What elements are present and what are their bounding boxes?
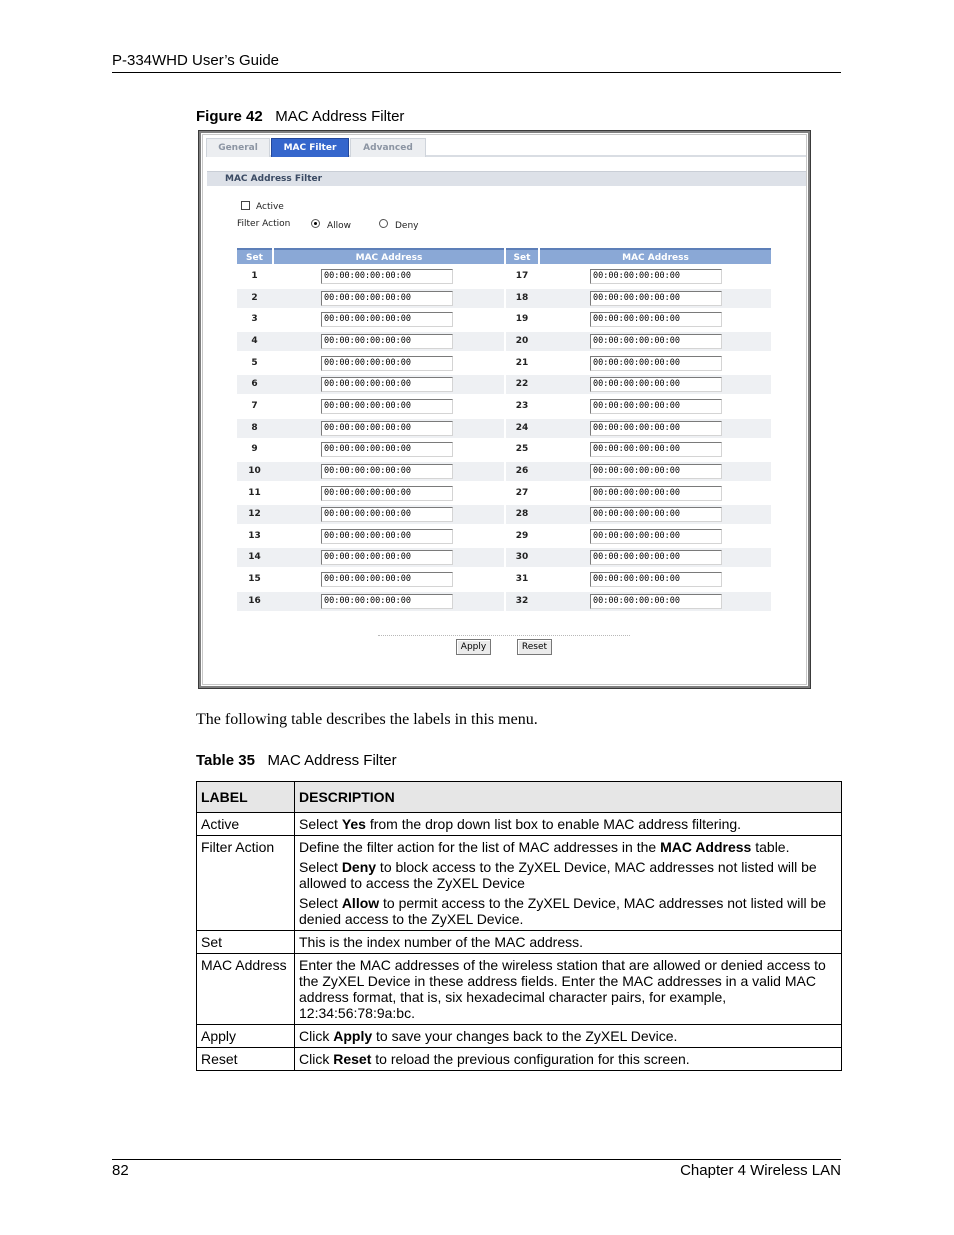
desc-text: Define the filter action for the list of MAC addresses in the xyxy=(299,839,661,855)
set-number: 21 xyxy=(515,358,529,368)
table-row xyxy=(197,813,842,836)
desc-text: to permit access to the ZyXEL Device, MAC addresses not listed will be denied access to the ZyXEL Device. xyxy=(299,895,827,927)
page-header-title: P-334WHD User’s Guide xyxy=(112,52,279,69)
table-row xyxy=(506,375,771,394)
table-row xyxy=(506,527,771,546)
set-number: 22 xyxy=(515,379,529,389)
mac-address-input[interactable]: 00:00:00:00:00:00 xyxy=(321,356,453,371)
set-number: 13 xyxy=(248,531,261,541)
set-number: 3 xyxy=(251,314,258,324)
row-description: Enter the MAC addresses of the wireless station that are allowed or denied access to the ZyXEL Device in these address fields. Enter the MAC addresses in a valid MAC address format, that is, six hexadecimal character pairs, for example, 12:34:56:78:9a:bc. xyxy=(295,954,842,1025)
apply-button[interactable]: Apply xyxy=(456,639,491,655)
mac-address-input[interactable]: 00:00:00:00:00:00 xyxy=(321,312,453,327)
header-rule xyxy=(112,72,841,73)
col-mac-left: MAC Address xyxy=(274,248,504,264)
allow-label: Allow xyxy=(327,221,352,231)
tab-strip xyxy=(206,138,806,157)
set-number: 11 xyxy=(248,488,261,498)
set-number: 14 xyxy=(248,552,261,562)
set-number: 2 xyxy=(251,293,258,303)
section-title: MAC Address Filter xyxy=(207,171,806,186)
table-row xyxy=(237,375,504,394)
table-row xyxy=(506,592,771,611)
table-row xyxy=(506,397,771,416)
mac-address-input[interactable]: 00:00:00:00:00:00 xyxy=(590,529,722,544)
mac-address-input[interactable]: 00:00:00:00:00:00 xyxy=(590,421,722,436)
mac-address-input[interactable]: 00:00:00:00:00:00 xyxy=(321,291,453,306)
desc-bold: Allow xyxy=(341,895,380,911)
desc-paragraph xyxy=(299,895,837,927)
header-description: DESCRIPTION xyxy=(295,782,842,813)
desc-bold: Deny xyxy=(341,859,377,875)
tab-general[interactable]: General xyxy=(206,138,270,157)
desc-text: to reload the previous configuration for this screen. xyxy=(371,1051,690,1067)
description-table xyxy=(196,781,842,1071)
set-number: 7 xyxy=(251,401,258,411)
mac-address-input[interactable]: 00:00:00:00:00:00 xyxy=(321,550,453,565)
mac-address-input[interactable]: 00:00:00:00:00:00 xyxy=(590,572,722,587)
row-label: Filter Action xyxy=(197,836,295,931)
desc-text: Click xyxy=(299,1028,334,1044)
desc-text: from the drop down list box to enable MAC address filtering. xyxy=(365,816,742,832)
mac-address-input[interactable]: 00:00:00:00:00:00 xyxy=(590,507,722,522)
filter-action-label: Filter Action xyxy=(237,219,291,229)
table-row xyxy=(197,954,842,1025)
set-number: 26 xyxy=(515,466,529,476)
mac-address-input[interactable]: 00:00:00:00:00:00 xyxy=(590,486,722,501)
table-row xyxy=(237,397,504,416)
set-number: 20 xyxy=(515,336,529,346)
table-row xyxy=(237,462,504,481)
table-row xyxy=(506,354,771,373)
desc-paragraph xyxy=(299,839,837,855)
table-caption xyxy=(196,752,397,769)
mac-address-input[interactable]: 00:00:00:00:00:00 xyxy=(321,442,453,457)
figure-title: MAC Address Filter xyxy=(275,108,405,125)
mac-address-input[interactable]: 00:00:00:00:00:00 xyxy=(590,464,722,479)
table-row xyxy=(197,931,842,954)
table-row xyxy=(237,267,504,286)
reset-button[interactable]: Reset xyxy=(517,639,552,655)
table-row xyxy=(237,505,504,524)
table-row xyxy=(506,289,771,308)
set-number: 16 xyxy=(248,596,261,606)
mac-address-input[interactable]: 00:00:00:00:00:00 xyxy=(321,377,453,392)
table-row xyxy=(237,570,504,589)
table-row xyxy=(237,592,504,611)
mac-address-input[interactable]: 00:00:00:00:00:00 xyxy=(590,269,722,284)
desc-bold: MAC Address xyxy=(660,839,752,855)
active-label: Active xyxy=(256,202,284,212)
table-row xyxy=(237,527,504,546)
row-label: Set xyxy=(197,931,295,954)
table-row xyxy=(197,1025,842,1048)
desc-paragraph xyxy=(299,859,837,891)
desc-bold: Yes xyxy=(341,816,366,832)
table-row xyxy=(237,484,504,503)
col-mac-right: MAC Address xyxy=(540,248,771,264)
table-row xyxy=(506,440,771,459)
mac-address-input[interactable]: 00:00:00:00:00:00 xyxy=(321,464,453,479)
set-number: 27 xyxy=(515,488,529,498)
set-number: 18 xyxy=(515,293,529,303)
set-number: 25 xyxy=(515,444,529,454)
mac-address-input[interactable]: 00:00:00:00:00:00 xyxy=(590,312,722,327)
deny-label: Deny xyxy=(395,221,419,231)
table-row xyxy=(506,548,771,567)
desc-text: Select xyxy=(299,895,342,911)
mac-address-input[interactable]: 00:00:00:00:00:00 xyxy=(590,442,722,457)
table-row xyxy=(197,836,842,931)
table-row xyxy=(237,310,504,329)
active-checkbox[interactable] xyxy=(241,201,250,210)
set-number: 17 xyxy=(515,271,529,281)
table-row xyxy=(237,440,504,459)
table-row xyxy=(506,462,771,481)
col-set-left: Set xyxy=(237,248,272,264)
desc-text: to block access to the ZyXEL Device, MAC addresses not listed will be allowed to access the ZyXEL Device xyxy=(299,859,817,891)
col-set-right: Set xyxy=(506,248,538,264)
table-row xyxy=(506,419,771,438)
mac-address-input[interactable]: 00:00:00:00:00:00 xyxy=(590,594,722,609)
desc-text: Select xyxy=(299,859,342,875)
mac-filter-screenshot xyxy=(199,131,810,688)
row-label: MAC Address xyxy=(197,954,295,1025)
set-number: 28 xyxy=(515,509,529,519)
page-number: 82 xyxy=(112,1162,129,1179)
mac-address-input[interactable]: 00:00:00:00:00:00 xyxy=(321,529,453,544)
mac-address-input[interactable]: 00:00:00:00:00:00 xyxy=(321,421,453,436)
deny-radio[interactable] xyxy=(379,219,388,228)
desc-text: to save your changes back to the ZyXEL Device. xyxy=(372,1028,678,1044)
table-row xyxy=(237,419,504,438)
set-number: 9 xyxy=(251,444,258,454)
table-row xyxy=(506,505,771,524)
table-row xyxy=(237,548,504,567)
set-number: 15 xyxy=(248,574,261,584)
table-row xyxy=(197,1048,842,1071)
set-number: 6 xyxy=(251,379,258,389)
table-row xyxy=(506,267,771,286)
intro-paragraph: The following table describes the labels in this menu. xyxy=(196,711,538,728)
row-description xyxy=(295,813,842,836)
set-number: 24 xyxy=(515,423,529,433)
table-row xyxy=(506,310,771,329)
table-label: Table 35 xyxy=(196,752,255,769)
set-number: 31 xyxy=(515,574,529,584)
set-number: 32 xyxy=(515,596,529,606)
mac-address-input[interactable]: 00:00:00:00:00:00 xyxy=(321,507,453,522)
row-description xyxy=(295,1025,842,1048)
row-label: Reset xyxy=(197,1048,295,1071)
table-title: MAC Address Filter xyxy=(267,752,397,769)
tab-advanced[interactable]: Advanced xyxy=(350,138,426,157)
table-header-row xyxy=(197,782,842,813)
set-number: 5 xyxy=(251,358,258,368)
table-row xyxy=(506,484,771,503)
mac-address-input[interactable]: 00:00:00:00:00:00 xyxy=(590,334,722,349)
mac-address-input[interactable]: 00:00:00:00:00:00 xyxy=(321,594,453,609)
set-number: 1 xyxy=(251,271,258,281)
mac-address-input[interactable]: 00:00:00:00:00:00 xyxy=(321,572,453,587)
figure-caption xyxy=(196,108,404,125)
set-number: 29 xyxy=(515,531,529,541)
desc-text: table. xyxy=(751,839,790,855)
button-divider xyxy=(378,635,630,636)
row-description xyxy=(295,1048,842,1071)
set-number: 10 xyxy=(248,466,261,476)
allow-radio[interactable] xyxy=(311,219,320,228)
set-number: 19 xyxy=(515,314,529,324)
mac-address-input[interactable]: 00:00:00:00:00:00 xyxy=(590,399,722,414)
figure-label: Figure 42 xyxy=(196,108,263,125)
mac-address-input[interactable]: 00:00:00:00:00:00 xyxy=(590,356,722,371)
table-row xyxy=(237,289,504,308)
screenshot-inner xyxy=(202,134,807,685)
row-description xyxy=(295,836,842,931)
mac-address-input[interactable]: 00:00:00:00:00:00 xyxy=(321,399,453,414)
desc-bold: Reset xyxy=(333,1051,372,1067)
set-number: 23 xyxy=(515,401,529,411)
desc-bold: Apply xyxy=(333,1028,373,1044)
row-label: Apply xyxy=(197,1025,295,1048)
mac-address-input[interactable]: 00:00:00:00:00:00 xyxy=(590,291,722,306)
mac-address-input[interactable]: 00:00:00:00:00:00 xyxy=(590,377,722,392)
mac-address-input[interactable]: 00:00:00:00:00:00 xyxy=(321,486,453,501)
set-number: 4 xyxy=(251,336,258,346)
footer-rule xyxy=(112,1159,841,1160)
row-description: This is the index number of the MAC address. xyxy=(295,931,842,954)
table-row xyxy=(506,332,771,351)
set-number: 12 xyxy=(248,509,261,519)
chapter-title: Chapter 4 Wireless LAN xyxy=(680,1162,841,1179)
mac-address-input[interactable]: 00:00:00:00:00:00 xyxy=(321,334,453,349)
desc-text: Click xyxy=(299,1051,334,1067)
set-number: 8 xyxy=(251,423,258,433)
desc-text: Select xyxy=(299,816,342,832)
table-row xyxy=(506,570,771,589)
mac-address-input[interactable]: 00:00:00:00:00:00 xyxy=(590,550,722,565)
mac-address-input[interactable]: 00:00:00:00:00:00 xyxy=(321,269,453,284)
table-row xyxy=(237,354,504,373)
header-label: LABEL xyxy=(197,782,295,813)
set-number: 30 xyxy=(515,552,529,562)
row-label: Active xyxy=(197,813,295,836)
table-row xyxy=(237,332,504,351)
tab-mac-filter[interactable]: MAC Filter xyxy=(271,138,349,157)
